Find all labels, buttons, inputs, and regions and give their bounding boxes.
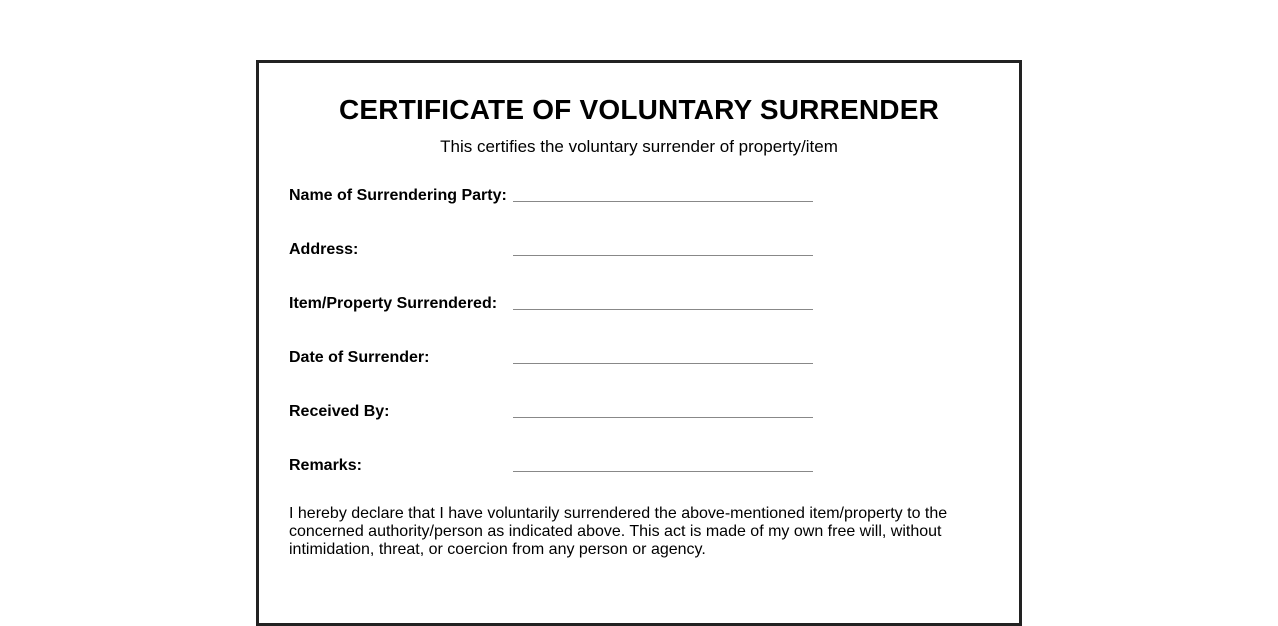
field-row-received-by: [289, 402, 989, 456]
form-fields: [289, 186, 989, 510]
certificate-page: [256, 60, 1022, 626]
received-by-blank-line: [513, 417, 813, 418]
address-blank-line: [513, 255, 813, 256]
field-label-name: Name of Surrendering Party:: [289, 187, 507, 204]
field-row-item: [289, 294, 989, 348]
item-blank-line: [513, 309, 813, 310]
certificate-subtitle: This certifies the voluntary surrender of property/item: [440, 137, 838, 156]
field-row-address: [289, 240, 989, 294]
date-blank-line: [513, 363, 813, 364]
field-label-remarks: Remarks:: [289, 457, 362, 474]
field-row-remarks: [289, 456, 989, 510]
remarks-blank-line: [513, 471, 813, 472]
field-label-date: Date of Surrender:: [289, 349, 430, 366]
field-row-date: [289, 348, 989, 402]
field-row-name: [289, 186, 989, 240]
name-blank-line: [513, 201, 813, 202]
declaration-text: I hereby declare that I have voluntarily surrendered the above-mentioned item/property to the concerned authority/person as indicated above. This act is made of my own free will, without intimidation, threat, or coercion from any person or agency.: [289, 505, 948, 558]
field-label-address: Address:: [289, 241, 359, 258]
field-label-received-by: Received By:: [289, 403, 390, 420]
field-label-item: Item/Property Surrendered:: [289, 295, 498, 312]
certificate-title: CERTIFICATE OF VOLUNTARY SURRENDER: [339, 94, 939, 125]
